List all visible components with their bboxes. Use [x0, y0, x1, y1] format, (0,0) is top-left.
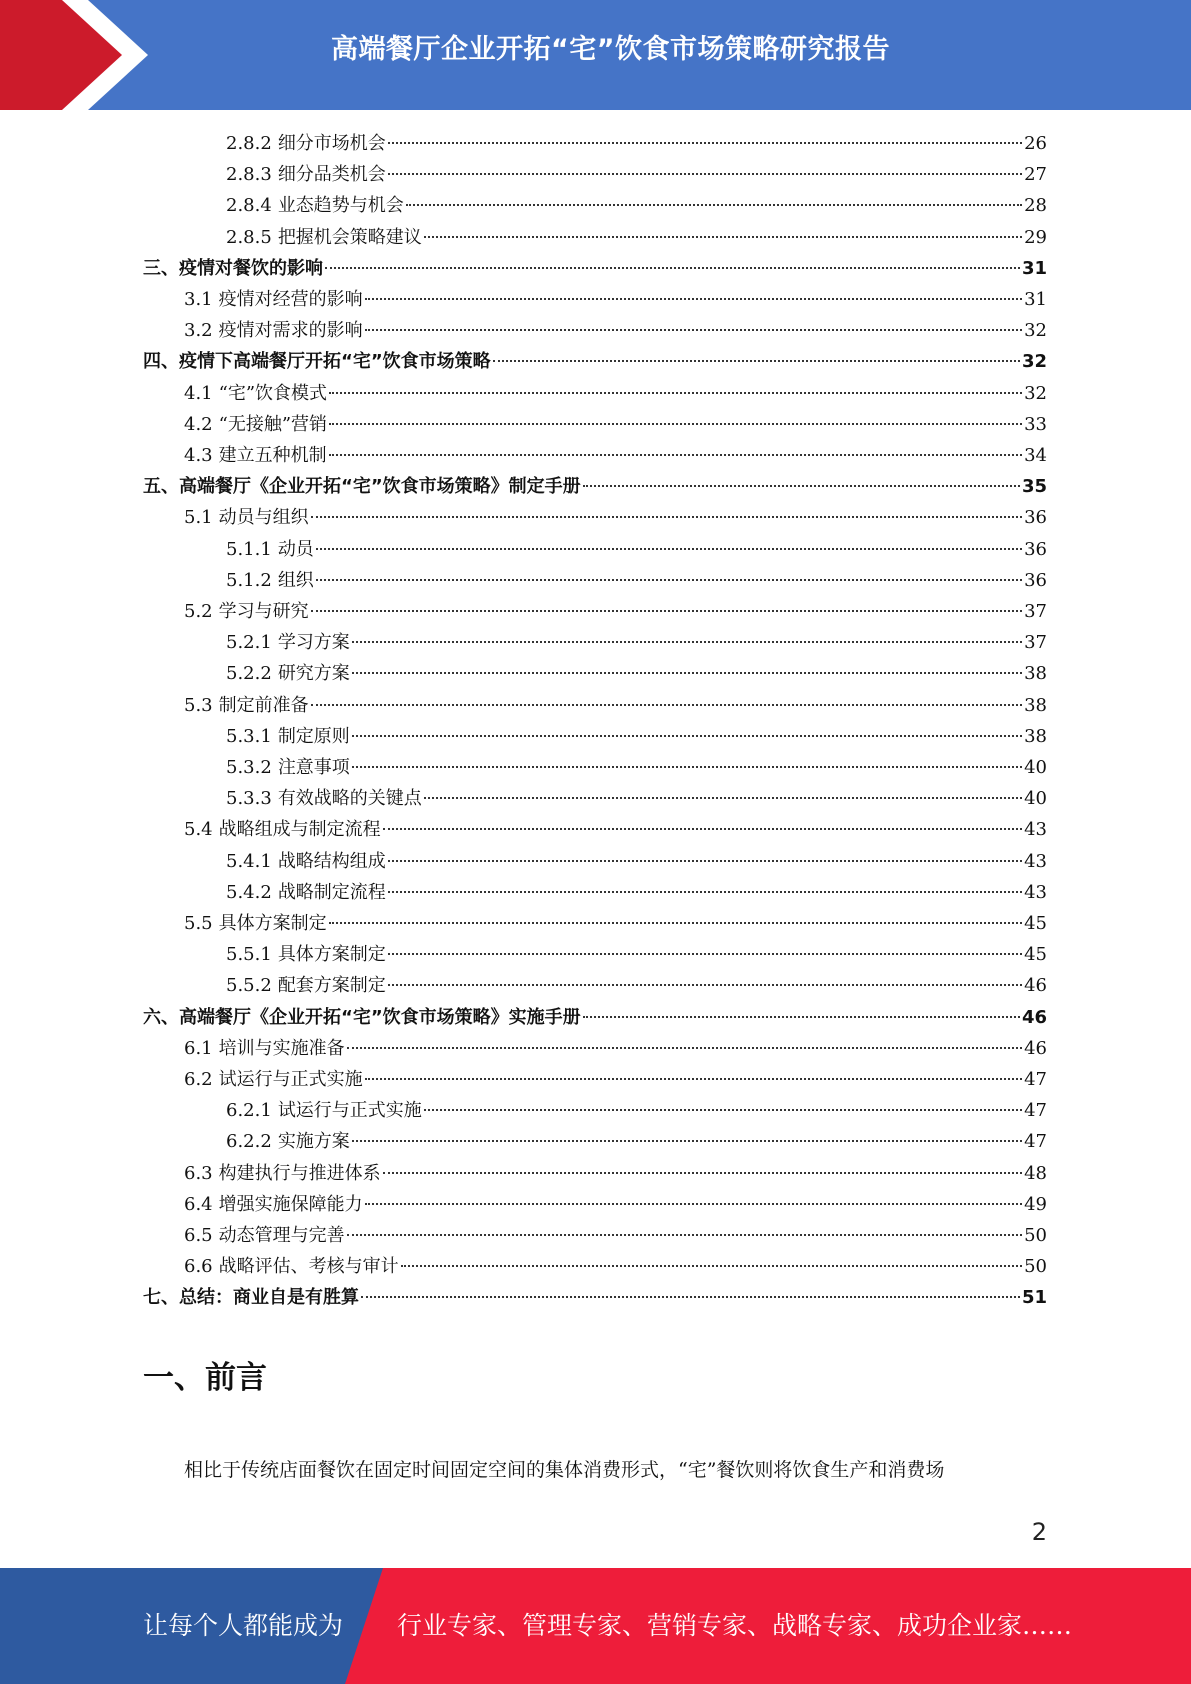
toc-entry-title: 培训与实施准备	[218, 1037, 345, 1059]
toc-entry-number: 四、	[143, 351, 179, 373]
toc-dot-leader	[352, 672, 1022, 674]
toc-entry[interactable]	[184, 502, 1047, 533]
toc-entry-number: 4.3	[184, 445, 213, 466]
toc-entry-page: 32	[1024, 320, 1047, 342]
toc-dot-leader	[365, 298, 1022, 300]
toc-entry-title: 配套方案制定	[277, 975, 386, 997]
toc-dot-leader	[583, 485, 1020, 487]
toc-entry-title: 总结：商业自是有胜算	[179, 1287, 359, 1309]
toc-entry[interactable]	[184, 1251, 1047, 1282]
toc-entry[interactable]	[184, 440, 1047, 471]
toc-entry-page: 31	[1024, 289, 1047, 310]
toc-entry-title: 业态趋势与机会	[277, 195, 404, 217]
toc-dot-leader	[388, 173, 1022, 175]
toc-entry-title: 疫情下高端餐厅开拓“宅”饮食市场策略	[179, 351, 491, 373]
toc-entry-title: 构建执行与推进体系	[218, 1162, 381, 1184]
toc-entry-number: 6.2	[184, 1069, 213, 1090]
toc-entry-number: 5.4.2	[226, 881, 272, 903]
header-chevron-graphic	[0, 0, 160, 110]
toc-entry[interactable]	[226, 534, 1047, 565]
toc-entry-title: 战略组成与制定流程	[218, 819, 381, 841]
toc-dot-leader	[325, 267, 1020, 269]
toc-entry-number: 3.2	[184, 320, 213, 342]
toc-dot-leader	[352, 641, 1022, 643]
toc-entry-page: 36	[1024, 507, 1047, 529]
toc-dot-leader	[424, 1109, 1022, 1111]
toc-entry-page: 36	[1024, 569, 1047, 591]
toc-dot-leader	[388, 142, 1022, 144]
toc-entry-number: 五、	[143, 476, 179, 498]
toc-entry[interactable]	[226, 877, 1047, 908]
toc-dot-leader	[352, 766, 1022, 768]
toc-entry-title: 细分品类机会	[277, 164, 386, 186]
toc-entry[interactable]	[226, 222, 1047, 253]
toc-entry[interactable]	[226, 565, 1047, 596]
toc-entry-number: 5.1	[184, 507, 213, 529]
toc-entry[interactable]	[226, 658, 1047, 689]
toc-entry[interactable]	[184, 1220, 1047, 1251]
toc-dot-leader	[365, 329, 1022, 331]
toc-entry-page: 38	[1024, 725, 1047, 747]
toc-entry-number: 6.2.2	[226, 1131, 272, 1153]
toc-dot-leader	[329, 454, 1022, 456]
toc-entry[interactable]	[143, 1282, 1047, 1313]
toc-entry-title: “宅”饮食模式	[218, 382, 328, 404]
toc-entry-page: 40	[1024, 788, 1047, 810]
toc-dot-leader	[583, 1016, 1020, 1018]
toc-dot-leader	[329, 423, 1022, 425]
toc-entry-title: 细分市场机会	[277, 133, 386, 154]
toc-entry-number: 2.8.2	[226, 133, 272, 154]
page-number: 2	[1031, 1518, 1047, 1546]
toc-entry-title: 高端餐厅《企业开拓“宅”饮食市场策略》实施手册	[179, 1006, 581, 1028]
toc-dot-leader	[311, 516, 1022, 518]
toc-dot-leader	[424, 797, 1022, 799]
toc-entry-title: 组织	[277, 569, 314, 591]
toc-entry-title: 动态管理与完善	[218, 1225, 345, 1246]
toc-dot-leader	[347, 1047, 1022, 1049]
toc-entry-page: 49	[1024, 1193, 1047, 1215]
toc-entry-number: 5.1.2	[226, 569, 272, 591]
toc-entry-page: 28	[1024, 195, 1047, 217]
toc-entry-title: 有效战略的关键点	[277, 788, 422, 810]
toc-entry[interactable]	[226, 627, 1047, 658]
toc-entry[interactable]	[143, 346, 1047, 377]
toc-entry-page: 43	[1024, 850, 1047, 872]
toc-entry-number: 6.6	[184, 1256, 213, 1278]
body-paragraph: 相比于传统店面餐饮在固定时间固定空间的集体消费形式，“宅”餐饮则将饮食生产和消费场	[184, 1459, 945, 1481]
toc-entry[interactable]	[226, 752, 1047, 783]
toc-entry-number: 三、	[143, 257, 179, 279]
toc-entry-title: 战略评估、考核与审计	[218, 1256, 399, 1278]
toc-entry-number: 5.4.1	[226, 850, 272, 872]
toc-entry-title: 注意事项	[277, 757, 350, 778]
toc-entry-number: 5.5.2	[226, 975, 272, 997]
toc-entry[interactable]	[226, 970, 1047, 1001]
toc-dot-leader	[352, 1140, 1022, 1142]
toc-entry-number: 5.5.1	[226, 944, 272, 966]
toc-entry-title: 具体方案制定	[277, 944, 386, 966]
toc-entry-number: 6.2.1	[226, 1100, 272, 1122]
toc-dot-leader	[316, 548, 1022, 550]
toc-entry-page: 46	[1021, 1006, 1047, 1028]
toc-entry-number: 4.1	[184, 382, 213, 404]
toc-entry-number: 5.3.3	[226, 788, 272, 810]
toc-dot-leader	[383, 1172, 1022, 1174]
toc-dot-leader	[383, 828, 1022, 830]
toc-entry-number: 2.8.4	[226, 195, 272, 217]
toc-entry-page: 38	[1024, 663, 1047, 685]
toc-dot-leader	[388, 891, 1022, 893]
toc-entry[interactable]	[184, 409, 1047, 440]
toc-entry-page: 47	[1024, 1069, 1047, 1090]
toc-entry-title: 高端餐厅《企业开拓“宅”饮食市场策略》制定手册	[179, 476, 581, 498]
toc-entry-page: 45	[1024, 944, 1047, 966]
toc-entry-title: 制定原则	[277, 725, 350, 747]
toc-dot-leader	[493, 360, 1020, 362]
toc-entry-page: 35	[1021, 476, 1047, 498]
toc-entry-title: 具体方案制定	[218, 913, 327, 934]
toc-dot-leader	[361, 1296, 1020, 1298]
toc-entry[interactable]	[184, 1158, 1047, 1189]
toc-dot-leader	[329, 392, 1022, 394]
toc-entry-title: 动员与组织	[218, 507, 309, 529]
toc-entry[interactable]	[226, 783, 1047, 814]
toc-dot-leader	[311, 610, 1022, 612]
toc-entry-title: 制定前准备	[218, 694, 309, 716]
toc-entry-number: 5.3.2	[226, 757, 272, 778]
toc-dot-leader	[316, 579, 1022, 581]
toc-entry-page: 45	[1024, 913, 1047, 934]
toc-dot-leader	[424, 236, 1022, 238]
toc-entry-title: 疫情对经营的影响	[218, 289, 363, 310]
toc-entry-title: 增强实施保障能力	[218, 1193, 363, 1215]
toc-entry[interactable]	[184, 315, 1047, 346]
toc-entry[interactable]	[143, 253, 1047, 284]
toc-entry-number: 6.4	[184, 1193, 213, 1215]
toc-entry[interactable]	[184, 378, 1047, 409]
toc-entry[interactable]	[226, 721, 1047, 752]
toc-entry-page: 51	[1021, 1287, 1047, 1309]
toc-entry[interactable]	[184, 1189, 1047, 1220]
toc-entry-page: 47	[1024, 1131, 1047, 1153]
toc-entry-number: 4.2	[184, 413, 213, 435]
report-title: 高端餐厅企业开拓“宅”饮食市场策略研究报告	[331, 34, 890, 65]
toc-entry-number: 六、	[143, 1006, 179, 1028]
toc-entry-number: 5.4	[184, 819, 213, 841]
toc-entry-title: 战略结构组成	[277, 850, 386, 872]
toc-entry-title: 战略制定流程	[277, 881, 386, 903]
toc-entry-number: 七、	[143, 1287, 179, 1309]
toc-entry-page: 47	[1024, 1100, 1047, 1122]
toc-entry-number: 5.2	[184, 601, 213, 622]
toc-entry[interactable]	[184, 690, 1047, 721]
toc-entry-number: 5.2.1	[226, 632, 272, 654]
toc-dot-leader	[329, 922, 1022, 924]
page-footer	[0, 1568, 1191, 1684]
toc-entry-page: 50	[1024, 1225, 1047, 1246]
toc-dot-leader	[365, 1078, 1022, 1080]
toc-entry-number: 5.3	[184, 694, 213, 716]
toc-entry-title: 试运行与正式实施	[277, 1100, 422, 1122]
toc-entry[interactable]	[184, 908, 1047, 939]
toc-entry-page: 32	[1024, 382, 1047, 404]
toc-entry[interactable]	[184, 1064, 1047, 1095]
toc-entry[interactable]	[143, 1002, 1047, 1033]
toc-dot-leader	[388, 984, 1022, 986]
toc-entry-title: 疫情对需求的影响	[218, 320, 363, 342]
toc-entry-number: 5.3.1	[226, 725, 272, 747]
toc-entry-title: 动员	[277, 538, 314, 560]
toc-entry-number: 3.1	[184, 289, 213, 310]
toc-entry-number: 2.8.3	[226, 164, 272, 186]
toc-entry-title: 疫情对餐饮的影响	[179, 257, 323, 279]
toc-dot-leader	[365, 1203, 1022, 1205]
toc-entry-page: 34	[1024, 445, 1047, 466]
toc-dot-leader	[352, 735, 1022, 737]
toc-entry-title: 研究方案	[277, 663, 350, 685]
toc-entry-page: 31	[1021, 257, 1047, 279]
toc-entry-number: 6.1	[184, 1037, 213, 1059]
toc-entry[interactable]	[184, 814, 1047, 845]
toc-entry-page: 32	[1021, 351, 1047, 373]
toc-entry-page: 33	[1024, 413, 1047, 435]
toc-entry-page: 40	[1024, 757, 1047, 778]
toc-entry[interactable]	[226, 128, 1047, 159]
toc-entry[interactable]	[184, 284, 1047, 315]
toc-entry-number: 6.5	[184, 1225, 213, 1246]
footer-slogan-right: 行业专家、管理专家、营销专家、战略专家、成功企业家……	[397, 1611, 1073, 1640]
toc-entry[interactable]	[226, 1126, 1047, 1157]
toc-entry[interactable]	[226, 190, 1047, 221]
toc-dot-leader	[388, 953, 1022, 955]
toc-entry-title: 试运行与正式实施	[218, 1069, 363, 1090]
toc-entry-page: 38	[1024, 694, 1047, 716]
toc-entry-number: 5.5	[184, 913, 213, 934]
toc-entry-page: 43	[1024, 819, 1047, 841]
toc-entry[interactable]	[184, 1033, 1047, 1064]
toc-entry[interactable]	[226, 846, 1047, 877]
toc-entry-page: 37	[1024, 632, 1047, 654]
toc-entry[interactable]	[226, 1095, 1047, 1126]
toc-entry-title: 学习方案	[277, 632, 350, 654]
toc-entry-page: 48	[1024, 1162, 1047, 1184]
toc-entry[interactable]	[226, 939, 1047, 970]
toc-entry-page: 50	[1024, 1256, 1047, 1278]
toc-entry-title: “无接触”营销	[218, 413, 328, 435]
toc-dot-leader	[388, 860, 1022, 862]
toc-entry-page: 46	[1024, 975, 1047, 997]
toc-entry-page: 26	[1024, 133, 1047, 154]
toc-entry-page: 37	[1024, 601, 1047, 622]
toc-entry-number: 5.1.1	[226, 538, 272, 560]
toc-entry-page: 27	[1024, 164, 1047, 186]
toc-entry[interactable]	[226, 159, 1047, 190]
section-heading: 一、前言	[143, 1360, 267, 1396]
toc-entry-title: 实施方案	[277, 1131, 350, 1153]
toc-entry[interactable]	[143, 471, 1047, 502]
toc-entry-title: 建立五种机制	[218, 445, 327, 466]
toc-entry-title: 把握机会策略建议	[277, 226, 422, 248]
page-header	[0, 0, 1191, 110]
toc-entry-number: 5.2.2	[226, 663, 272, 685]
footer-slogan-left: 让每个人都能成为	[143, 1611, 344, 1640]
toc-entry-page: 36	[1024, 538, 1047, 560]
toc-dot-leader	[311, 704, 1022, 706]
toc-entry-number: 2.8.5	[226, 226, 272, 248]
toc-dot-leader	[347, 1234, 1022, 1236]
toc-entry[interactable]	[184, 596, 1047, 627]
toc-entry-page: 29	[1024, 226, 1047, 248]
toc-entry-page: 43	[1024, 881, 1047, 903]
toc-dot-leader	[406, 204, 1022, 206]
toc-entry-title: 学习与研究	[218, 601, 309, 622]
toc-entry-page: 46	[1024, 1037, 1047, 1059]
toc-dot-leader	[401, 1265, 1022, 1267]
toc-entry-number: 6.3	[184, 1162, 213, 1184]
